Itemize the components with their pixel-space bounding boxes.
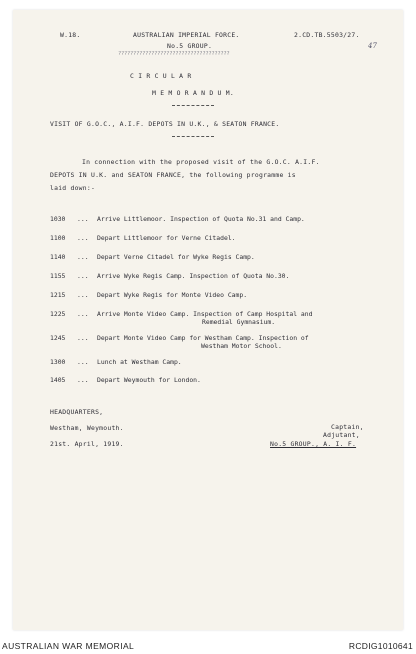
footer-bar bbox=[0, 636, 416, 654]
schedule-row bbox=[50, 253, 255, 261]
schedule-event-continued: Westham Motor School. bbox=[201, 342, 282, 350]
schedule-event: Depart Wyke Regis for Monte Video Camp. bbox=[97, 291, 248, 299]
schedule-row bbox=[50, 334, 309, 350]
schedule-event-continued: Remedial Gymnasium. bbox=[202, 318, 276, 326]
schedule-event: Depart Monte Video Camp for Westham Camp. Inspection of bbox=[97, 334, 309, 342]
schedule-time: 1140 bbox=[50, 253, 66, 261]
schedule-event: Arrive Littlemoor. Inspection of Quota No.31 and Camp. bbox=[97, 215, 305, 223]
schedule-event: Arrive Wyke Regis Camp. Inspection of Quota No.30. bbox=[97, 272, 290, 280]
schedule-row bbox=[50, 291, 247, 299]
schedule-row bbox=[50, 215, 305, 223]
role-line: Adjutant, bbox=[323, 431, 360, 439]
schedule-row bbox=[50, 272, 289, 280]
intro-line-1: In connection with the proposed visit of the G.O.C. A.I.F. bbox=[82, 158, 320, 166]
institution-label: AUSTRALIAN WAR MEMORIAL bbox=[2, 641, 135, 651]
schedule-time: 1245 bbox=[50, 334, 66, 342]
schedule-time: 1100 bbox=[50, 234, 66, 242]
unit-line: No.5 GROUP., A. I. F. bbox=[270, 440, 357, 448]
schedule-leader: ... bbox=[77, 215, 89, 223]
schedule-leader: ... bbox=[77, 310, 89, 318]
schedule-event: Depart Weymouth for London. bbox=[97, 376, 201, 384]
group-heading: No.5 GROUP. bbox=[167, 42, 213, 50]
handwritten-note: 47 bbox=[368, 42, 377, 50]
schedule-leader: ... bbox=[77, 334, 89, 342]
schedule-row bbox=[50, 234, 236, 242]
memo-subject: VISIT OF G.O.C., A.I.F. DEPOTS IN U.K., & SEATON FRANCE. bbox=[50, 120, 280, 128]
schedule-event: Arrive Monte Video Camp. Inspection of Camp Hospital and bbox=[97, 310, 313, 318]
document-heading: AUSTRALIAN IMPERIAL FORCE. bbox=[133, 31, 240, 39]
schedule-leader: ... bbox=[77, 358, 89, 366]
schedule-leader: ... bbox=[77, 272, 89, 280]
place-line: Westham, Weymouth. bbox=[50, 424, 124, 432]
schedule-leader: ... bbox=[77, 253, 89, 261]
schedule-leader: ... bbox=[77, 291, 89, 299]
schedule-event: Lunch at Westham Camp. bbox=[97, 358, 182, 366]
reference-left: W.18. bbox=[60, 31, 81, 39]
heading-underline: ????????????????????????????????????? bbox=[118, 51, 230, 57]
date-line: 21st. April, 1919. bbox=[50, 440, 124, 448]
schedule-event: Depart Verne Citadel for Wyke Regis Camp. bbox=[97, 253, 255, 261]
schedule-leader: ... bbox=[77, 376, 89, 384]
schedule-leader: ... bbox=[77, 234, 89, 242]
schedule-time: 1155 bbox=[50, 272, 66, 280]
schedule-time: 1405 bbox=[50, 376, 66, 384]
schedule-row bbox=[50, 310, 312, 326]
schedule-time: 1215 bbox=[50, 291, 66, 299]
schedule-event: Depart Littlemoor for Verne Citadel. bbox=[97, 234, 236, 242]
reference-right: 2.CD.TB.5503/27. bbox=[294, 31, 360, 39]
memorandum-heading: M E M O R A N D U M. bbox=[152, 89, 234, 97]
schedule-time: 1300 bbox=[50, 358, 66, 366]
schedule-time: 1225 bbox=[50, 310, 66, 318]
intro-line-2: DEPOTS IN U.K. and SEATON FRANCE, the following programme is bbox=[50, 171, 296, 179]
hq-label: HEADQUARTERS, bbox=[50, 408, 104, 416]
intro-line-3: laid down:- bbox=[50, 184, 96, 192]
schedule-time: 1030 bbox=[50, 215, 66, 223]
memo-rule-bottom bbox=[172, 136, 214, 137]
schedule-row bbox=[50, 376, 201, 384]
circular-heading: C I R C U L A R bbox=[130, 72, 192, 80]
rank-line: Captain, bbox=[331, 423, 364, 431]
schedule-row bbox=[50, 358, 182, 366]
catalogue-number: RCDIG1010641 bbox=[348, 641, 413, 651]
memo-rule-top bbox=[172, 105, 214, 106]
